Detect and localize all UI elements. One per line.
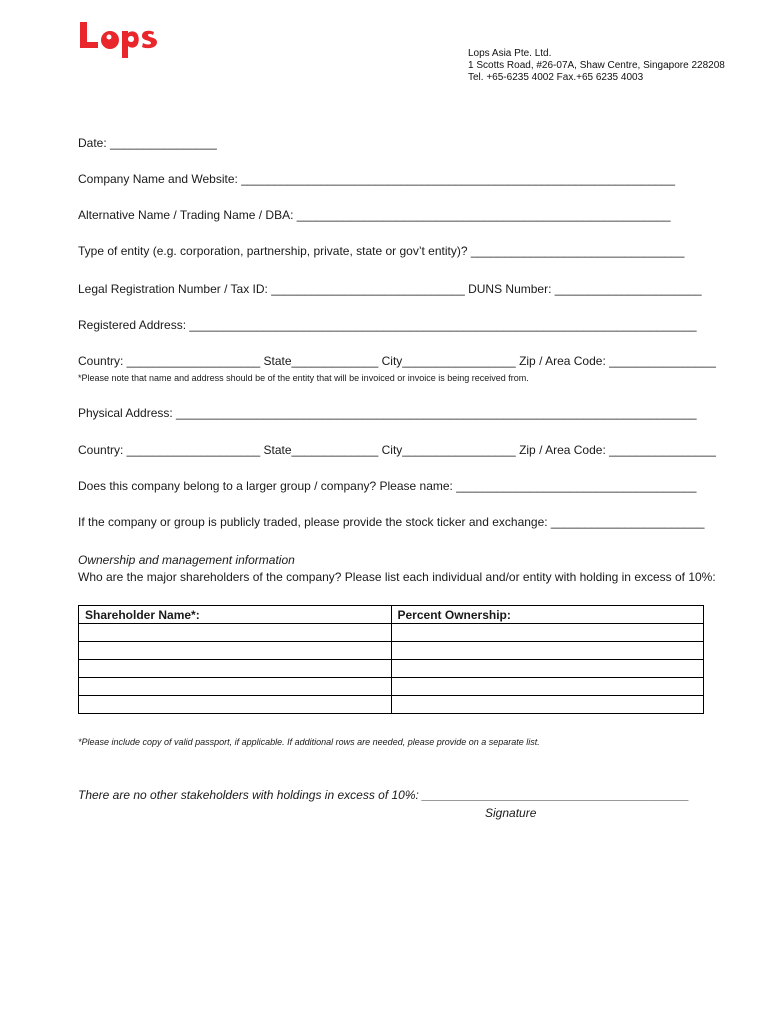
shareholder-name-cell[interactable] — [79, 642, 392, 660]
shareholder-name-cell[interactable] — [79, 678, 392, 696]
company-name-field[interactable]: Company Name and Website: _________________________________________________________________ — [78, 172, 675, 186]
physical-country-field[interactable]: Country: ____________________ State_____________ City_________________ Zip / Area Code: ________________ — [78, 443, 716, 457]
alternative-name-field[interactable]: Alternative Name / Trading Name / DBA: ________________________________________________________ — [78, 208, 671, 222]
shareholder-name-cell[interactable] — [79, 660, 392, 678]
physical-address-field[interactable]: Physical Address: ______________________________________________________________________________ — [78, 406, 697, 420]
entity-type-field[interactable]: Type of entity (e.g. corporation, partnership, private, state or gov’t entity)? ________________________________ — [78, 244, 685, 258]
percent-ownership-cell[interactable] — [391, 642, 704, 660]
registered-address-field[interactable]: Registered Address: ____________________________________________________________________________ — [78, 318, 697, 332]
percent-ownership-header: Percent Ownership: — [391, 606, 704, 624]
shareholders-table — [78, 605, 704, 714]
passport-footnote: *Please include copy of valid passport, if applicable. If additional rows are needed, please provide on a separate list. — [78, 737, 540, 747]
address-note: *Please note that name and address should be of the entity that will be invoiced or invoice is being received from. — [78, 373, 529, 383]
table-row — [79, 696, 704, 714]
ownership-heading: Ownership and management information — [78, 553, 295, 567]
signature-label: Signature — [485, 806, 537, 820]
shareholder-name-header: Shareholder Name*: — [79, 606, 392, 624]
percent-ownership-cell[interactable] — [391, 660, 704, 678]
percent-ownership-cell[interactable] — [391, 624, 704, 642]
shareholder-name-cell[interactable] — [79, 624, 392, 642]
table-row — [79, 678, 704, 696]
company-address-line: Lops Asia Pte. Ltd. — [468, 48, 552, 59]
table-header-row — [79, 606, 704, 624]
legal-registration-field[interactable]: Legal Registration Number / Tax ID: _____________________________ DUNS Number: ______________________ — [78, 282, 702, 296]
percent-ownership-cell[interactable] — [391, 696, 704, 714]
table-row — [79, 660, 704, 678]
registered-country-field[interactable]: Country: ____________________ State_____________ City_________________ Zip / Area Code: ________________ — [78, 354, 716, 368]
table-row — [79, 624, 704, 642]
company-address-line: Tel. +65-6235 4002 Fax.+65 6235 4003 — [468, 72, 644, 83]
table-row — [79, 642, 704, 660]
percent-ownership-cell[interactable] — [391, 678, 704, 696]
shareholder-name-cell[interactable] — [79, 696, 392, 714]
shareholders-question: Who are the major shareholders of the company? Please list each individual and/or entity with holding in excess of 10%: — [78, 570, 716, 584]
date-field[interactable]: Date: ________________ — [78, 136, 217, 150]
group-field[interactable]: Does this company belong to a larger group / company? Please name: ____________________________________ — [78, 479, 697, 493]
declaration-signature-field[interactable]: There are no other stakeholders with holdings in excess of 10%: ________________________________________ — [78, 788, 690, 802]
stock-ticker-field[interactable]: If the company or group is publicly traded, please provide the stock ticker and exchange: _______________________ — [78, 515, 705, 529]
company-address-line: 1 Scotts Road, #26-07A, Shaw Centre, Singapore 228208 — [468, 60, 725, 71]
company-address — [468, 48, 725, 84]
company-logo — [78, 16, 178, 60]
